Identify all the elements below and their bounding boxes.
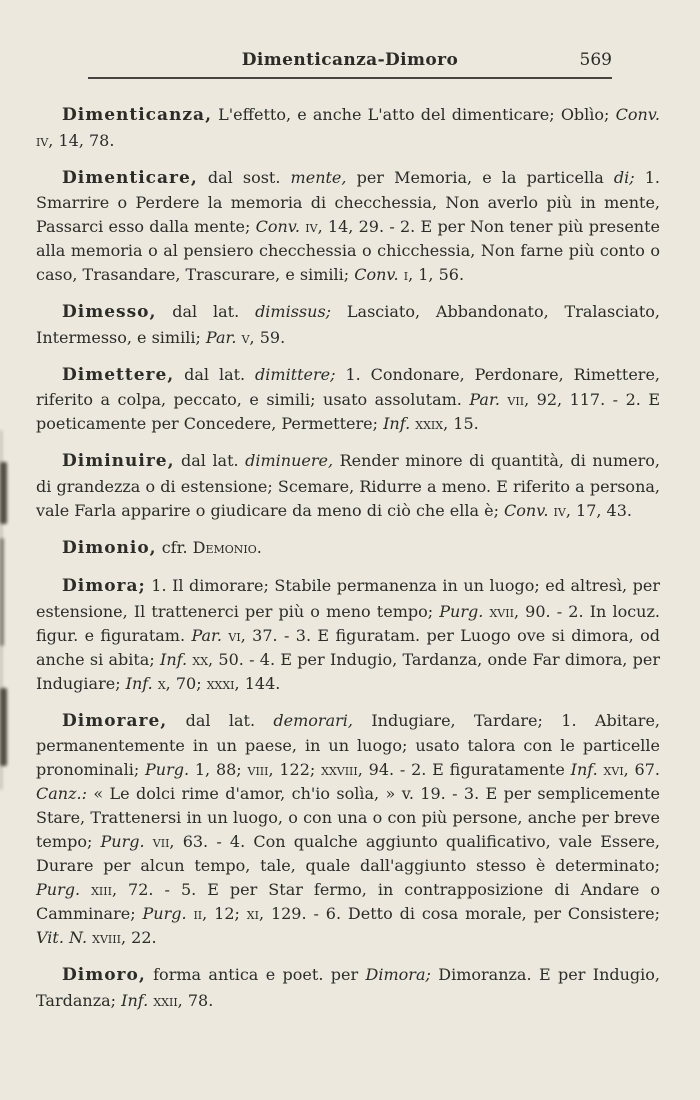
entry-body: dal lat. dimittere; 1. Condonare, Perdonare, Rimettere, riferito a colpa, peccato, e simili; usato assolutam. Par. vii, 92, 117. - 2. E poeticamente per Concedere, Permettere; Inf. xxix, 15. <box>36 364 660 433</box>
entry-headword: Dimonio, <box>62 537 157 558</box>
running-head: Dimenticanza-Dimoro <box>241 50 459 70</box>
entry-body: dal lat. diminuere, Render minore di quantità, di numero, di grandezza o di estensione; Scemare, Ridurre a meno. E riferito a persona, vale Farla apparire o giudicare da meno di ciò che ella è; Conv. iv, 17, 43. <box>36 451 660 520</box>
entry-body: dal lat. demorari, Indugiare, Tardare; 1. Abitare, permanentemente in un paese, in un luogo; usato talora con le particelle pronominali; Purg. 1, 88; viii, 122; xxviii, 94. - 2. E figuratamente Inf. xvi, 67. Canz.: « Le dolci rime d'amor, ch'io solìa, » v. 19. - 3. E per semplicemente Stare, Trattenersi in un luogo, o con una o con più persone, anche per breve tempo; Purg. vii, 63. - 4. Con qualche aggiunto qualificativo, vale Essere, Durare per alcun tempo, tale, quale dall'aggiunto stesso è determinato; Purg. xiii, 72. - 5. E per Star fermo, in contrapposizione di Andare o Camminare; Purg. ii, 12; xi, 129. - 6. Detto di cosa morale, per Consistere; Vit. N. xviii, 22. <box>36 710 661 947</box>
entry-body: dal sost. mente, per Memoria, e la particella di; 1. Smarrire o Perdere la memoria di checchessia, Non averlo più in mente, Passarci esso dalla mente; Conv. iv, 14, 29. - 2. E per Non tener più presente alla memoria o al pensiero checchessia o chicchessia, Non farne più conto o caso, Trasandare, Trascurare, e simili; Conv. i, 1, 56. <box>36 167 661 284</box>
entries-container <box>0 79 700 1013</box>
binding-mark <box>0 462 7 524</box>
dictionary-entry <box>36 449 660 523</box>
dictionary-entry <box>36 103 660 153</box>
entry-headword: Dimenticare, <box>62 167 198 188</box>
binding-mark <box>0 538 4 646</box>
entry-body: forma antica e poet. per Dimora; Dimoranza. E per Indugio, Tardanza; Inf. xxii, 78. <box>36 965 660 1010</box>
entry-headword: Dimora; <box>62 576 146 596</box>
entry-headword: Dimoro, <box>62 965 146 985</box>
dictionary-entry <box>36 363 660 437</box>
dictionary-entry <box>36 963 660 1013</box>
entry-body: 1. Il dimorare; Stabile permanenza in un luogo; ed altresì, per estensione, Il trattenerci per più o meno tempo; Purg. xvii, 90. - 2. In locuz. figur. e figuratam. Par. vi, 37. - 3. E figuratam. per Luogo ove si dimora, od anche si abita; Inf. xx, 50. - 4. E per Indugio, Tardanza, onde Far dimora, per Indugiare; Inf. x, 70; xxxi, 144. <box>36 576 661 693</box>
entry-headword: Dimesso, <box>62 302 157 322</box>
page-header <box>88 0 612 70</box>
dictionary-entry <box>36 709 660 951</box>
dictionary-entry <box>36 300 660 350</box>
binding-mark <box>0 688 7 766</box>
entry-body: L'effetto, e anche L'atto del dimenticare; Oblìo; Conv. iv, 14, 78. <box>36 105 660 150</box>
dictionary-entry <box>36 574 660 696</box>
entry-headword: Dimenticanza, <box>62 105 212 125</box>
page-number: 569 <box>579 50 612 70</box>
entry-body: cfr. Demonio. <box>156 537 262 557</box>
dictionary-entry <box>36 166 660 288</box>
entry-headword: Dimettere, <box>62 364 175 385</box>
entry-body: dal lat. dimissus; Lasciato, Abbandonato, Tralasciato, Intermesso, e simili; Par. v, 59. <box>36 302 661 347</box>
entry-headword: Dimorare, <box>62 710 168 731</box>
dictionary-entry <box>36 536 660 562</box>
entry-headword: Diminuire, <box>62 451 175 471</box>
